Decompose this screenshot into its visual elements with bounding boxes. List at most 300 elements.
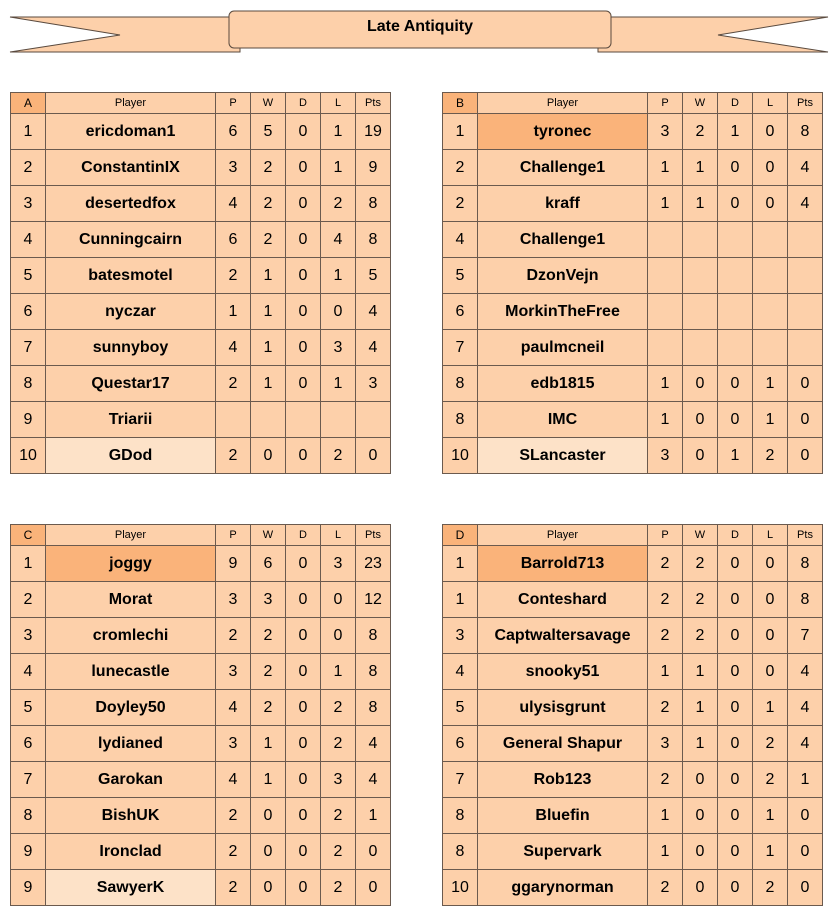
table-row [443, 582, 823, 618]
table-row [443, 222, 823, 258]
rank-cell: 8 [443, 834, 478, 870]
group-b-table [442, 92, 823, 474]
rank-cell: 4 [11, 222, 46, 258]
table-row [443, 330, 823, 366]
table-row [11, 618, 391, 654]
group-c-table [10, 524, 391, 906]
w-cell: 1 [251, 294, 286, 330]
l-cell: 4 [321, 222, 356, 258]
pts-cell: 8 [356, 186, 391, 222]
table-row [443, 114, 823, 150]
p-cell [648, 330, 683, 366]
d-cell: 0 [718, 798, 753, 834]
d-cell: 0 [286, 294, 321, 330]
w-cell: 1 [251, 330, 286, 366]
d-cell: 0 [286, 186, 321, 222]
l-cell: 1 [753, 690, 788, 726]
w-cell: 1 [683, 186, 718, 222]
w-cell: 2 [251, 618, 286, 654]
w-cell: 2 [683, 114, 718, 150]
d-cell: 0 [718, 726, 753, 762]
p-cell: 2 [648, 870, 683, 906]
d-cell: 0 [718, 546, 753, 582]
player-name-cell: Captwaltersavage [478, 618, 648, 654]
pts-cell: 8 [356, 222, 391, 258]
w-cell [251, 402, 286, 438]
table-row [11, 582, 391, 618]
p-cell: 2 [648, 546, 683, 582]
d-cell [286, 402, 321, 438]
l-cell: 0 [321, 294, 356, 330]
player-name-cell: MorkinTheFree [478, 294, 648, 330]
pts-cell: 19 [356, 114, 391, 150]
table-row [11, 438, 391, 474]
w-cell: 2 [683, 582, 718, 618]
table-row [11, 366, 391, 402]
pts-cell: 12 [356, 582, 391, 618]
w-cell: 1 [683, 654, 718, 690]
w-cell: 0 [251, 834, 286, 870]
player-name-cell: paulmcneil [478, 330, 648, 366]
rank-cell: 1 [443, 546, 478, 582]
title-banner [0, 0, 839, 60]
group-letter: D [443, 525, 478, 546]
pts-cell [788, 330, 823, 366]
rank-cell: 7 [11, 762, 46, 798]
pts-cell: 23 [356, 546, 391, 582]
d-cell: 0 [718, 690, 753, 726]
p-cell: 2 [648, 690, 683, 726]
column-header-w: W [683, 93, 718, 114]
rank-cell: 6 [11, 726, 46, 762]
p-cell: 1 [216, 294, 251, 330]
d-cell: 0 [718, 186, 753, 222]
w-cell: 0 [683, 834, 718, 870]
rank-cell: 10 [11, 438, 46, 474]
rank-cell: 7 [443, 330, 478, 366]
player-name-cell: SawyerK [46, 870, 216, 906]
player-name-cell: ConstantinIX [46, 150, 216, 186]
d-cell [718, 330, 753, 366]
pts-cell: 0 [788, 438, 823, 474]
player-name-cell: DzonVejn [478, 258, 648, 294]
table-row [11, 258, 391, 294]
pts-cell: 8 [356, 654, 391, 690]
pts-cell: 8 [788, 114, 823, 150]
l-cell: 2 [753, 726, 788, 762]
pts-cell: 4 [356, 726, 391, 762]
l-cell: 1 [321, 150, 356, 186]
rank-cell: 5 [11, 258, 46, 294]
w-cell: 0 [683, 870, 718, 906]
rank-cell: 8 [443, 366, 478, 402]
table-row [11, 654, 391, 690]
d-cell: 0 [718, 402, 753, 438]
rank-cell: 8 [443, 798, 478, 834]
w-cell [683, 222, 718, 258]
d-cell: 0 [286, 870, 321, 906]
l-cell: 1 [753, 798, 788, 834]
rank-cell: 1 [11, 114, 46, 150]
table-row [443, 870, 823, 906]
player-name-cell: snooky51 [478, 654, 648, 690]
d-cell [718, 258, 753, 294]
table-row [443, 690, 823, 726]
w-cell: 5 [251, 114, 286, 150]
pts-cell: 8 [788, 546, 823, 582]
table-row [443, 798, 823, 834]
l-cell: 2 [321, 186, 356, 222]
group-letter: A [11, 93, 46, 114]
table-row [11, 150, 391, 186]
column-header-l: L [321, 525, 356, 546]
column-header-l: L [321, 93, 356, 114]
p-cell: 1 [648, 150, 683, 186]
pts-cell [788, 222, 823, 258]
column-header-pts: Pts [788, 525, 823, 546]
pts-cell: 3 [356, 366, 391, 402]
l-cell: 1 [753, 834, 788, 870]
l-cell: 1 [321, 654, 356, 690]
player-name-cell: Bluefin [478, 798, 648, 834]
pts-cell: 1 [788, 762, 823, 798]
rank-cell: 7 [11, 330, 46, 366]
d-cell: 0 [286, 834, 321, 870]
player-name-cell: General Shapur [478, 726, 648, 762]
pts-cell: 0 [788, 366, 823, 402]
w-cell: 2 [251, 654, 286, 690]
table-row [443, 546, 823, 582]
l-cell: 0 [321, 582, 356, 618]
player-name-cell: tyronec [478, 114, 648, 150]
rank-cell: 5 [11, 690, 46, 726]
pts-cell: 0 [788, 798, 823, 834]
p-cell: 2 [216, 618, 251, 654]
rank-cell: 9 [11, 402, 46, 438]
player-name-cell: GDod [46, 438, 216, 474]
w-cell: 1 [251, 366, 286, 402]
column-header-player: Player [478, 93, 648, 114]
w-cell: 1 [683, 150, 718, 186]
player-name-cell: Garokan [46, 762, 216, 798]
table-row [11, 402, 391, 438]
w-cell: 0 [683, 762, 718, 798]
pts-cell: 4 [788, 150, 823, 186]
p-cell: 1 [648, 366, 683, 402]
d-cell: 0 [286, 114, 321, 150]
d-cell: 0 [286, 798, 321, 834]
rank-cell: 1 [11, 546, 46, 582]
pts-cell: 8 [356, 690, 391, 726]
l-cell: 0 [753, 186, 788, 222]
pts-cell: 9 [356, 150, 391, 186]
player-name-cell: Doyley50 [46, 690, 216, 726]
p-cell: 9 [216, 546, 251, 582]
table-row [11, 762, 391, 798]
d-cell: 0 [286, 582, 321, 618]
table-row [443, 186, 823, 222]
player-name-cell: desertedfox [46, 186, 216, 222]
header-row [443, 525, 823, 546]
rank-cell: 8 [443, 402, 478, 438]
table-row [11, 294, 391, 330]
p-cell [648, 258, 683, 294]
l-cell: 2 [321, 798, 356, 834]
column-header-player: Player [46, 93, 216, 114]
pts-cell: 0 [356, 438, 391, 474]
l-cell: 0 [753, 546, 788, 582]
d-cell: 0 [286, 654, 321, 690]
rank-cell: 10 [443, 870, 478, 906]
player-name-cell: joggy [46, 546, 216, 582]
d-cell: 0 [286, 726, 321, 762]
w-cell: 1 [251, 258, 286, 294]
l-cell: 2 [753, 870, 788, 906]
l-cell [753, 294, 788, 330]
p-cell: 3 [216, 582, 251, 618]
column-header-p: P [648, 93, 683, 114]
page-title: Late Antiquity [366, 18, 474, 35]
player-name-cell: kraff [478, 186, 648, 222]
pts-cell: 1 [356, 798, 391, 834]
rank-cell: 9 [11, 834, 46, 870]
table-row [443, 762, 823, 798]
player-name-cell: Challenge1 [478, 150, 648, 186]
column-header-d: D [286, 525, 321, 546]
player-name-cell: sunnyboy [46, 330, 216, 366]
w-cell: 2 [251, 690, 286, 726]
column-header-l: L [753, 525, 788, 546]
rank-cell: 6 [443, 294, 478, 330]
p-cell: 2 [648, 582, 683, 618]
p-cell: 1 [648, 654, 683, 690]
p-cell: 3 [648, 114, 683, 150]
pts-cell: 4 [356, 330, 391, 366]
player-name-cell: ericdoman1 [46, 114, 216, 150]
l-cell [321, 402, 356, 438]
column-header-w: W [683, 525, 718, 546]
table-row [11, 330, 391, 366]
pts-cell: 8 [788, 582, 823, 618]
table-row [11, 726, 391, 762]
player-name-cell: Cunningcairn [46, 222, 216, 258]
l-cell: 0 [753, 150, 788, 186]
rank-cell: 6 [11, 294, 46, 330]
l-cell: 3 [321, 762, 356, 798]
w-cell: 2 [251, 186, 286, 222]
d-cell: 0 [286, 258, 321, 294]
rank-cell: 2 [443, 150, 478, 186]
rank-cell: 6 [443, 726, 478, 762]
pts-cell [356, 402, 391, 438]
p-cell: 4 [216, 330, 251, 366]
p-cell: 4 [216, 186, 251, 222]
table-row [443, 402, 823, 438]
table-row [443, 150, 823, 186]
rank-cell: 8 [11, 798, 46, 834]
w-cell: 0 [251, 798, 286, 834]
w-cell: 1 [683, 690, 718, 726]
p-cell: 3 [216, 654, 251, 690]
player-name-cell: batesmotel [46, 258, 216, 294]
w-cell: 0 [683, 366, 718, 402]
group-letter: C [11, 525, 46, 546]
pts-cell: 8 [356, 618, 391, 654]
column-header-d: D [718, 525, 753, 546]
d-cell: 0 [286, 546, 321, 582]
pts-cell: 4 [788, 690, 823, 726]
l-cell: 2 [753, 762, 788, 798]
p-cell [648, 294, 683, 330]
l-cell: 0 [321, 618, 356, 654]
pts-cell: 0 [788, 870, 823, 906]
pts-cell: 0 [356, 834, 391, 870]
column-header-player: Player [46, 525, 216, 546]
d-cell: 0 [286, 366, 321, 402]
rank-cell: 4 [11, 654, 46, 690]
d-cell: 0 [718, 150, 753, 186]
d-cell: 1 [718, 114, 753, 150]
p-cell: 3 [216, 150, 251, 186]
d-cell [718, 294, 753, 330]
rank-cell: 4 [443, 222, 478, 258]
l-cell: 2 [321, 870, 356, 906]
d-cell: 0 [718, 618, 753, 654]
player-name-cell: Conteshard [478, 582, 648, 618]
l-cell: 0 [753, 618, 788, 654]
p-cell: 2 [216, 438, 251, 474]
header-row [443, 93, 823, 114]
rank-cell: 4 [443, 654, 478, 690]
pts-cell: 4 [788, 654, 823, 690]
column-header-player: Player [478, 525, 648, 546]
d-cell: 0 [718, 654, 753, 690]
pts-cell: 0 [788, 834, 823, 870]
p-cell: 1 [648, 186, 683, 222]
w-cell [683, 258, 718, 294]
d-cell: 0 [718, 762, 753, 798]
group-letter: B [443, 93, 478, 114]
header-row [11, 525, 391, 546]
p-cell: 2 [216, 258, 251, 294]
player-name-cell: lydianed [46, 726, 216, 762]
player-name-cell: IMC [478, 402, 648, 438]
table-row [443, 834, 823, 870]
column-header-pts: Pts [356, 525, 391, 546]
table-row [11, 546, 391, 582]
rank-cell: 2 [11, 582, 46, 618]
rank-cell: 3 [443, 618, 478, 654]
pts-cell: 4 [356, 294, 391, 330]
p-cell: 6 [216, 222, 251, 258]
rank-cell: 5 [443, 258, 478, 294]
p-cell: 4 [216, 762, 251, 798]
pts-cell: 7 [788, 618, 823, 654]
column-header-p: P [648, 525, 683, 546]
w-cell: 3 [251, 582, 286, 618]
player-name-cell: Challenge1 [478, 222, 648, 258]
l-cell: 1 [753, 366, 788, 402]
column-header-p: P [216, 93, 251, 114]
player-name-cell: Morat [46, 582, 216, 618]
player-name-cell: nyczar [46, 294, 216, 330]
l-cell: 2 [321, 726, 356, 762]
l-cell: 3 [321, 546, 356, 582]
w-cell: 0 [251, 438, 286, 474]
rank-cell: 7 [443, 762, 478, 798]
w-cell: 0 [683, 402, 718, 438]
table-row [11, 834, 391, 870]
l-cell: 1 [321, 258, 356, 294]
pts-cell [788, 294, 823, 330]
l-cell: 2 [321, 834, 356, 870]
d-cell: 0 [718, 870, 753, 906]
column-header-p: P [216, 525, 251, 546]
l-cell [753, 222, 788, 258]
l-cell: 0 [753, 582, 788, 618]
pts-cell: 5 [356, 258, 391, 294]
p-cell: 3 [648, 726, 683, 762]
table-row [11, 114, 391, 150]
column-header-pts: Pts [788, 93, 823, 114]
player-name-cell: Supervark [478, 834, 648, 870]
column-header-d: D [286, 93, 321, 114]
rank-cell: 3 [11, 618, 46, 654]
l-cell: 2 [753, 438, 788, 474]
rank-cell: 1 [443, 582, 478, 618]
w-cell [683, 294, 718, 330]
table-row [443, 366, 823, 402]
p-cell: 1 [648, 834, 683, 870]
d-cell: 0 [286, 690, 321, 726]
player-name-cell: Ironclad [46, 834, 216, 870]
p-cell: 2 [216, 366, 251, 402]
l-cell: 0 [753, 654, 788, 690]
w-cell: 2 [251, 150, 286, 186]
l-cell: 1 [753, 402, 788, 438]
column-header-w: W [251, 93, 286, 114]
l-cell: 3 [321, 330, 356, 366]
d-cell: 0 [286, 618, 321, 654]
rank-cell: 2 [443, 186, 478, 222]
p-cell: 2 [216, 870, 251, 906]
rank-cell: 2 [11, 150, 46, 186]
player-name-cell: Triarii [46, 402, 216, 438]
player-name-cell: BishUK [46, 798, 216, 834]
player-name-cell: Rob123 [478, 762, 648, 798]
d-cell: 1 [718, 438, 753, 474]
w-cell: 6 [251, 546, 286, 582]
rank-cell: 9 [11, 870, 46, 906]
w-cell: 1 [251, 726, 286, 762]
l-cell [753, 330, 788, 366]
d-cell: 0 [286, 438, 321, 474]
table-row [443, 294, 823, 330]
table-row [11, 186, 391, 222]
w-cell: 0 [683, 798, 718, 834]
d-cell: 0 [718, 366, 753, 402]
l-cell [753, 258, 788, 294]
w-cell: 2 [683, 546, 718, 582]
pts-cell [788, 258, 823, 294]
w-cell: 0 [251, 870, 286, 906]
group-d-table [442, 524, 823, 906]
table-row [443, 618, 823, 654]
p-cell: 2 [648, 762, 683, 798]
p-cell: 2 [216, 834, 251, 870]
table-row [11, 222, 391, 258]
w-cell [683, 330, 718, 366]
